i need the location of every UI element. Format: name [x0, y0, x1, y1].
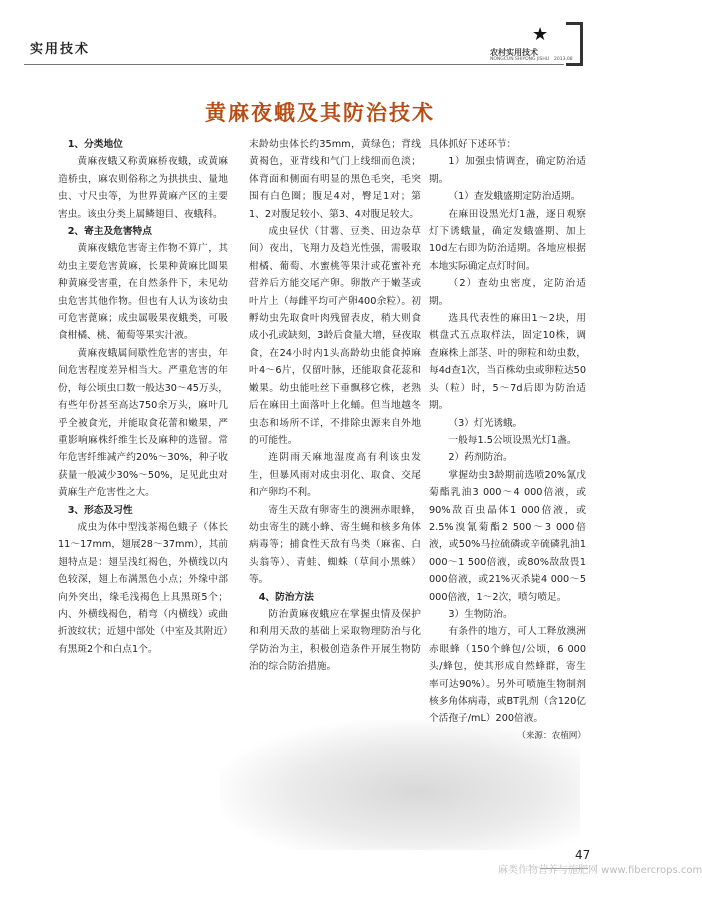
paragraph: 黄麻夜蛾危害寄主作物不算广，其幼虫主要危害黄麻，长果种黄麻比圆果种黄麻受害重，在自然条件下，未见幼虫危害其他作物。但也有人认为该幼虫可危害蓖麻；成虫属吸果夜蛾类，可吸食柑橘、桃、葡萄等果实汁液。 — [58, 243, 228, 342]
magazine-logo — [490, 22, 586, 64]
paragraph: 有条件的地方，可人工释放澳洲赤眼蜂（150个蜂包/公顷，6 000头/蜂包，使其形成自然蜂群，寄生率可达90%）。另外可喷施生物制剂核多角体病毒，或BT乳剂（含120亿个活孢子/mL）200倍液。 — [429, 626, 586, 725]
section-header-title: 实用技术 — [30, 42, 91, 57]
article-source: （来源：农植网） — [517, 730, 586, 741]
header-divider — [24, 64, 564, 65]
paragraph: 防治黄麻夜蛾应在掌握虫情及保护和利用天敌的基础上采取物理防治与化学防治为主，积极创造条件开展生物防治的综合防治措施。 — [249, 608, 421, 673]
section-heading: 4、防治方法 — [258, 591, 314, 603]
paragraph: 在麻田设黑光灯1盏，逐日观察灯下诱蛾量，确定发蛾盛期、加上10d左右即为防治适期。各地应根据本地实际确定点灯时间。 — [429, 208, 586, 272]
paragraph: 成虫昼伏（甘薯、豆类、田边杂草间）夜出，飞翔力及趋光性强，需吸取柑橘、葡萄、水蜜桃等果汁或花蜜补充营养后方能交尾产卵。卵散产于嫩茎或叶片上（每雌平均可产卵400余粒）。初孵幼虫先取食叶肉残留表皮，稍大则食成小孔或缺刻，3龄后食量大增，昼夜取食，在24小时内1头高龄幼虫能食掉麻叶4～6片，仅留叶脉，还能取食花蕊和嫩果。幼虫能吐丝下垂飘移它株，老熟后在麻田土面落叶上化蛹。但当地越冬虫态和场所不详，不排除虫源来自外地的可能性。 — [249, 226, 421, 446]
article-column-1 — [58, 136, 228, 658]
paragraph: （2）查幼虫密度，定防治适期。 — [429, 278, 586, 307]
article-title: 黄麻夜蛾及其防治技术 — [205, 101, 435, 125]
section-heading: 2、寄主及危害特点 — [67, 226, 152, 238]
star-icon: ★ — [532, 24, 549, 45]
paragraph: 黄麻夜蛾又称黄麻桥夜蛾，或黄麻造桥虫，麻农则俗称之为拱拱虫、量地虫、寸尺虫等，为世界黄麻产区的主要害虫。该虫分类上属鳞翅目、夜蛾科。 — [58, 156, 228, 220]
paragraph: 具体抓好下述环节： — [429, 139, 517, 150]
paragraph: 黄麻夜蛾属间歇性危害的害虫，年间危害程度差异相当大。严重危害的年份，每公顷虫口数一般达30～45万头，有些年份甚至高达750余万头，麻叶几乎全被食光，并能取食花蕾和嫩果，严重影响麻株纤维生长及麻种的选留。常年危害纤维减产约20%～30%，种子收获量一般减少30%～50%，足见此虫对黄麻生产危害性之大。 — [58, 347, 228, 499]
article-column-3 — [429, 136, 586, 745]
paragraph: 一般每1.5公顷设黑光灯1盏。 — [448, 434, 577, 446]
paragraph: 末龄幼虫体长约35mm，黄绿色；背线黄褐色，亚背线和气门上线细而色淡；体背面和侧面有明显的黑色毛突，毛突围有白色圈；腹足4对，臀足1对；第1、2对腹足较小、第3、4对腹足较大。 — [249, 139, 421, 220]
paragraph: 成虫为体中型浅茶褐色蛾子（体长11～17mm，翅展28～37mm），其前翅特点是：翅呈浅红褐色，外横线以内色较深，翅上布满黑色小点；外缘中部向外突出，缘毛浅褐色上具黑斑5个；内、外横线褐色，稍弯（内横线）或曲折波纹状；近翅中部处（中室及其附近）有黑斑2个和白点1个。 — [58, 521, 228, 655]
paragraph: 掌握幼虫3龄期前选喷20%氰戊菊酯乳油3 000～4 000倍液，或90%敌百虫晶体1 000倍液，或2.5%溴氰菊酯2 500～3 000倍液，或50%马拉硫磷或辛硫磷乳油1 000～1 500倍液，或80%敌敌畏1 000倍液，或21%灭杀毙4 000～5 000倍液，1～2次，喷匀喷足。 — [429, 469, 586, 603]
magazine-issue: 2013.08 — [554, 57, 573, 62]
section-heading: 1、分类地位 — [67, 139, 123, 150]
paragraph: （1）查发蛾盛期定防治适期。 — [448, 191, 581, 203]
paragraph: 2）药剂防治。 — [448, 452, 513, 464]
paragraph: 寄生天敌有卵寄生的澳洲赤眼蜂，幼虫寄生的跳小蜂、寄生蝇和核多角体病毒等；捕食性天敌有鸟类（麻雀、白头翁等）、青蛙、蜘蛛（草间小黑蛛）等。 — [249, 504, 421, 586]
paragraph: 3）生物防治。 — [448, 608, 513, 620]
page-number: 47 — [575, 848, 591, 862]
article-column-2 — [249, 136, 421, 676]
paragraph: 1）加强虫情调查，确定防治适期。 — [429, 156, 586, 185]
paragraph: （3）灯光诱蛾。 — [448, 417, 523, 429]
site-watermark: 麻类作物营养与施肥网 www.fibercrops.com — [498, 865, 702, 876]
magazine-name: 农村实用技术 — [490, 48, 538, 57]
paragraph: 选具代表性的麻田1～2块，用棋盘式五点取样法，固定10株，调查麻株上部茎、叶的卵粒和幼虫数，每4d查1次，当百株幼虫或卵粒达50头（粒）时，5～7d后即为防治适期。 — [429, 313, 586, 412]
section-heading: 3、形态及习性 — [67, 504, 133, 516]
magazine-subtitle: NONGCUN SHIYONG JISHU — [490, 57, 550, 62]
paragraph: 连阴雨天麻地湿度高有利该虫发生，但暴风雨对成虫羽化、取食、交尾和产卵均不利。 — [249, 452, 421, 499]
